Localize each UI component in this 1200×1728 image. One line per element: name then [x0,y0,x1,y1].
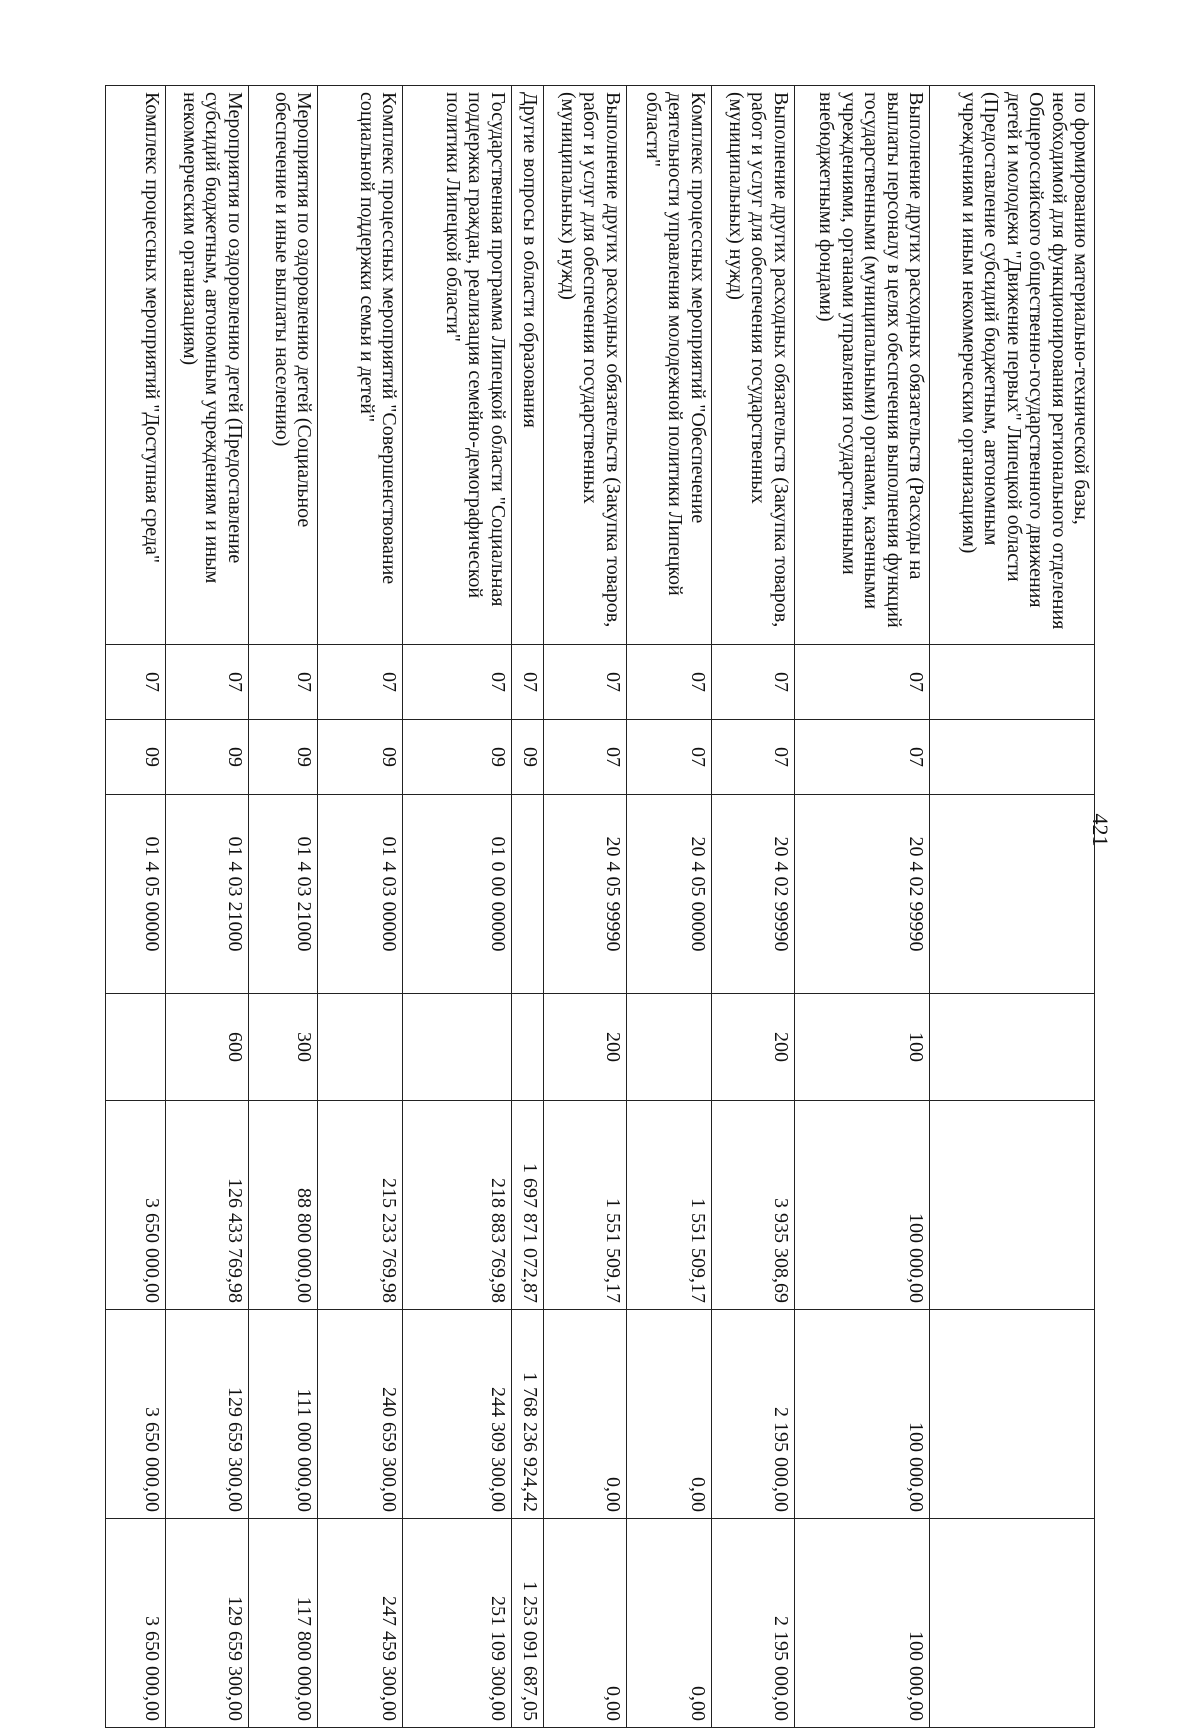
csr-cell: 20 4 02 99990 [711,795,794,994]
vr-cell: 300 [248,994,317,1101]
vr-cell [106,994,166,1101]
pr-cell: 09 [165,720,248,795]
table-row [543,86,626,1728]
table-row [165,86,248,1728]
pr-cell: 09 [403,720,512,795]
amount-year2-cell: 3 650 000,00 [106,1310,166,1519]
amount-year3-cell: 1 253 091 687,05 [511,1519,543,1728]
table-row [711,86,794,1728]
table-row [511,86,543,1728]
amount-year3-cell: 117 800 000,00 [248,1519,317,1728]
rz-cell: 07 [543,645,626,720]
amount-year2-cell: 100 000,00 [794,1310,929,1519]
vr-cell: 200 [711,994,794,1101]
rz-cell: 07 [317,645,402,720]
csr-cell [930,795,1095,994]
table-row [930,86,1095,1728]
amount-year2-cell [930,1310,1095,1519]
page-number: 421 [1088,813,1113,847]
amount-year3-cell: 129 659 300,00 [165,1519,248,1728]
vr-cell: 100 [794,994,929,1101]
amount-year3-cell: 3 650 000,00 [106,1519,166,1728]
table-row [794,86,929,1728]
amount-year2-cell: 240 659 300,00 [317,1310,402,1519]
rz-cell: 07 [626,645,711,720]
row-name-cell: Мероприятия по оздоровлению детей (Предоставление субсидий бюджетным, автономным учреждениям и иным некоммерческим организациям) [165,86,248,645]
csr-cell: 01 0 00 00000 [403,795,512,994]
rz-cell: 07 [511,645,543,720]
amount-year2-cell: 0,00 [543,1310,626,1519]
rz-cell: 07 [794,645,929,720]
amount-year1-cell: 100 000,00 [794,1101,929,1310]
rz-cell [930,645,1095,720]
vr-cell [317,994,402,1101]
csr-cell: 20 4 05 99990 [543,795,626,994]
rz-cell: 07 [403,645,512,720]
amount-year3-cell: 0,00 [543,1519,626,1728]
csr-cell: 01 4 03 00000 [317,795,402,994]
rz-cell: 07 [248,645,317,720]
amount-year1-cell: 1 697 871 072,87 [511,1101,543,1310]
amount-year3-cell: 2 195 000,00 [711,1519,794,1728]
pr-cell: 07 [794,720,929,795]
amount-year1-cell: 126 433 769,98 [165,1101,248,1310]
pr-cell: 09 [317,720,402,795]
vr-cell [403,994,512,1101]
pr-cell [930,720,1095,795]
amount-year1-cell: 1 551 509,17 [543,1101,626,1310]
csr-cell: 20 4 02 99990 [794,795,929,994]
table-row [317,86,402,1728]
amount-year3-cell: 247 459 300,00 [317,1519,402,1728]
row-name-cell: Комплекс процессных мероприятий "Доступная среда" [106,86,166,645]
amount-year3-cell [930,1519,1095,1728]
rz-cell: 07 [106,645,166,720]
row-name-cell: Мероприятия по оздоровлению детей (Социальное обеспечение и иные выплаты населению) [248,86,317,645]
pr-cell: 07 [711,720,794,795]
amount-year1-cell [930,1101,1095,1310]
budget-table [105,85,1095,1728]
vr-cell: 200 [543,994,626,1101]
rotated-content [105,85,1095,1721]
vr-cell [511,994,543,1101]
budget-table-body [106,86,1095,1728]
amount-year2-cell: 1 768 236 924,42 [511,1310,543,1519]
amount-year2-cell: 244 309 300,00 [403,1310,512,1519]
csr-cell: 01 4 03 21000 [248,795,317,994]
rz-cell: 07 [711,645,794,720]
csr-cell [511,795,543,994]
row-name-cell: Комплекс процессных мероприятий "Обеспечение деятельности управления молодежной политики Липецкой области" [626,86,711,645]
pr-cell: 07 [626,720,711,795]
table-row [248,86,317,1728]
table-row [106,86,166,1728]
amount-year1-cell: 3 650 000,00 [106,1101,166,1310]
amount-year2-cell: 111 000 000,00 [248,1310,317,1519]
pr-cell: 09 [106,720,166,795]
amount-year2-cell: 129 659 300,00 [165,1310,248,1519]
pr-cell: 09 [511,720,543,795]
table-row [626,86,711,1728]
rz-cell: 07 [165,645,248,720]
row-name-cell: Выполнение других расходных обязательств (Закупка товаров, работ и услуг для обеспечения государственных (муниципальных) нужд) [711,86,794,645]
csr-cell: 01 4 05 00000 [106,795,166,994]
row-name-cell: Комплекс процессных мероприятий "Совершенствование социальной поддержки семьи и детей" [317,86,402,645]
row-name-cell: по формированию материально-технической базы, необходимой для функционирования регионального отделения Общероссийского общественно-государственного движения детей и молодежи "Движение первых" Липецкой области (Предоставление субсидий бюджетным, автономным учреждениям и иным некоммерческим организациям) [930,86,1095,645]
row-name-cell: Государственная программа Липецкой области "Социальная поддержка граждан, реализация семейно-демографической политики Липецкой области" [403,86,512,645]
amount-year2-cell: 0,00 [626,1310,711,1519]
amount-year1-cell: 88 800 000,00 [248,1101,317,1310]
amount-year1-cell: 218 883 769,98 [403,1101,512,1310]
pr-cell: 09 [248,720,317,795]
csr-cell: 01 4 03 21000 [165,795,248,994]
row-name-cell: Выполнение других расходных обязательств (Закупка товаров, работ и услуг для обеспечения государственных (муниципальных) нужд) [543,86,626,645]
amount-year3-cell: 0,00 [626,1519,711,1728]
table-row [403,86,512,1728]
vr-cell [626,994,711,1101]
amount-year1-cell: 3 935 308,69 [711,1101,794,1310]
amount-year3-cell: 100 000,00 [794,1519,929,1728]
row-name-cell: Выполнение других расходных обязательств (Расходы на выплаты персоналу в целях обеспечения выполнения функций государственными (муниципальными) органами, казенными учреждениями, органами управления государственными внебюджетными фондами) [794,86,929,645]
row-name-cell: Другие вопросы в области образования [511,86,543,645]
amount-year1-cell: 215 233 769,98 [317,1101,402,1310]
amount-year1-cell: 1 551 509,17 [626,1101,711,1310]
amount-year2-cell: 2 195 000,00 [711,1310,794,1519]
amount-year3-cell: 251 109 300,00 [403,1519,512,1728]
vr-cell: 600 [165,994,248,1101]
csr-cell: 20 4 05 00000 [626,795,711,994]
vr-cell [930,994,1095,1101]
pr-cell: 07 [543,720,626,795]
